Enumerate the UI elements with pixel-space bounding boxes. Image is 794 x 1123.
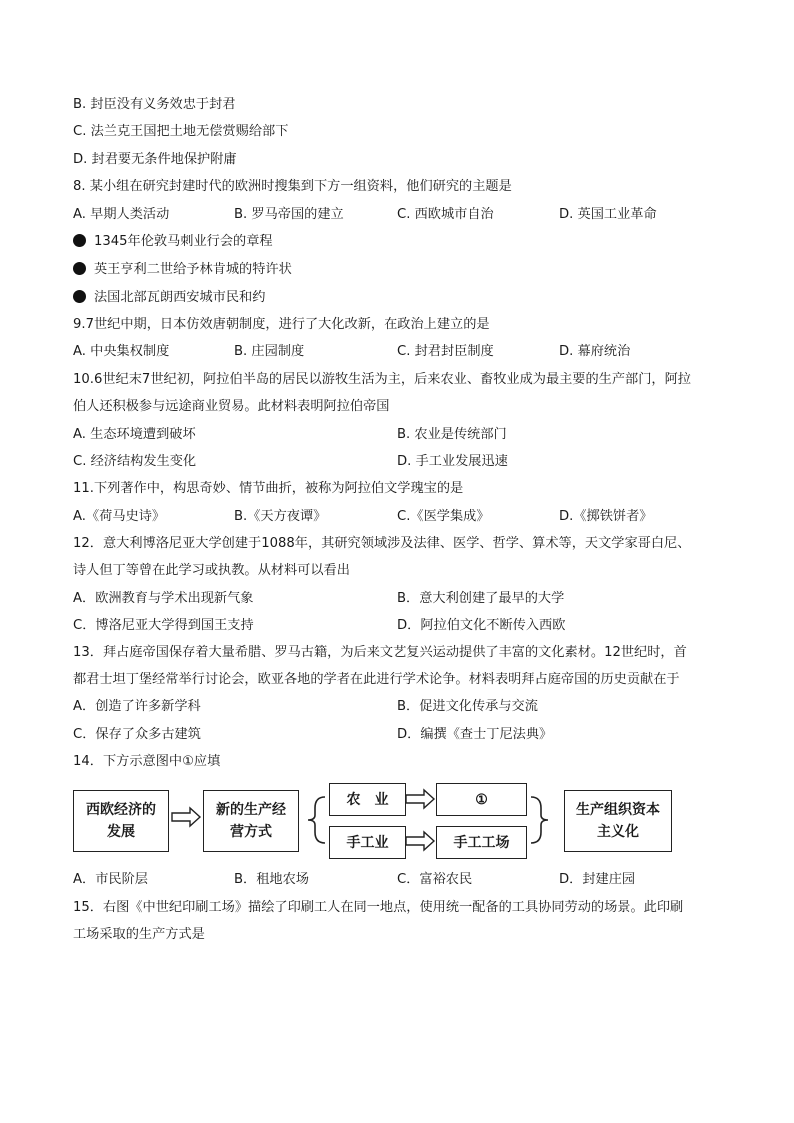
question-10-line2: 伯人还积极参与远途商业贸易。此材料表明阿拉伯帝国 [73, 399, 390, 414]
right-brace [531, 797, 548, 843]
q12-option-c[interactable]: C．博洛尼亚大学得到国王支持 [73, 618, 254, 633]
q8-option-d[interactable]: D. 英国工业革命 [559, 207, 657, 222]
question-12-line1: 12．意大利博洛尼亚大学创建于1088年，其研究领域涉及法律、医学、哲学、算术等，天文学家哥白尼、 [73, 536, 691, 551]
q9-option-b[interactable]: B. 庄园制度 [234, 344, 305, 359]
question-15-line2: 工场采取的生产方式是 [73, 927, 205, 942]
question-13-line1: 13．拜占庭帝国保存着大量希腊、罗马古籍，为后来文艺复兴运动提供了丰富的文化素材。12世纪时，首 [73, 645, 687, 660]
q12-option-d[interactable]: D．阿拉伯文化不断传入西欧 [397, 618, 566, 633]
box-label: 新的生产经营方式 [216, 802, 286, 840]
q8-option-b[interactable]: B. 罗马帝国的建立 [234, 207, 344, 222]
question-15-line1: 15．右图《中世纪印刷工场》描绘了印刷工人在同一地点，使用统一配备的工具协同劳动的场景。此印刷 [73, 900, 684, 915]
q13-option-c[interactable]: C．保存了众多古建筑 [73, 727, 201, 742]
q11-option-d[interactable]: D.《掷铁饼者》 [559, 509, 653, 524]
q8-option-a[interactable]: A. 早期人类活动 [73, 207, 170, 222]
material-text: 法国北部瓦朗西安城市民和约 [94, 290, 266, 305]
q11-option-c[interactable]: C.《医学集成》 [397, 509, 490, 524]
box-new-production [203, 790, 299, 852]
q14-option-a[interactable]: A．市民阶层 [73, 872, 148, 887]
q8-option-c[interactable]: C. 西欧城市自治 [397, 207, 494, 222]
box-blank-1 [436, 783, 527, 816]
q14-option-c[interactable]: C．富裕农民 [397, 872, 473, 887]
q14-option-b[interactable]: B．租地农场 [234, 872, 309, 887]
q13-option-b[interactable]: B．促进文化传承与交流 [397, 699, 538, 714]
question-9: 9.7世纪中期，日本仿效唐朝制度，进行了大化改新，在政治上建立的是 [73, 317, 490, 332]
question-13-line2: 都君士坦丁堡经常举行讨论会，欧亚各地的学者在此进行学术论争。材料表明拜占庭帝国的历史贡献在于 [73, 672, 680, 687]
material-text: 英王亨利二世给予林肯城的特许状 [94, 262, 292, 277]
box-label: 西欧经济的发展 [86, 802, 156, 840]
option-b-prev: B. 封臣没有义务效忠于封君 [73, 97, 236, 112]
option-d-prev: D. 封君要无条件地保护附庸 [73, 152, 237, 167]
box-label: 生产组织资本主义化 [576, 802, 660, 840]
q9-option-d[interactable]: D. 幕府统治 [559, 344, 631, 359]
q13-option-a[interactable]: A．创造了许多新学科 [73, 699, 201, 714]
hollow-arrow-icon [172, 808, 200, 826]
q9-option-a[interactable]: A. 中央集权制度 [73, 344, 170, 359]
box-western-economy [73, 790, 169, 852]
q12-option-a[interactable]: A．欧洲教育与学术出现新气象 [73, 591, 254, 606]
q10-option-a[interactable]: A. 生态环境遭到破坏 [73, 427, 196, 442]
hollow-arrow-icon [406, 832, 434, 850]
option-c-prev: C. 法兰克王国把土地无偿赏赐给部下 [73, 124, 289, 139]
q9-option-c[interactable]: C. 封君封臣制度 [397, 344, 494, 359]
q14-option-d[interactable]: D．封建庄园 [559, 872, 636, 887]
material-text: 1345年伦敦马刺业行会的章程 [94, 234, 273, 249]
q12-option-b[interactable]: B．意大利创建了最早的大学 [397, 591, 565, 606]
q10-option-d[interactable]: D. 手工业发展迅速 [397, 454, 508, 469]
q10-option-c[interactable]: C. 经济结构发生变化 [73, 454, 197, 469]
box-workshop [436, 826, 527, 859]
box-label: 手工业 [346, 834, 389, 851]
q11-option-a[interactable]: A.《荷马史诗》 [73, 509, 166, 524]
question-12-line2: 诗人但丁等曾在此学习或执教。从材料可以看出 [73, 563, 350, 578]
box-label: 手工工场 [453, 834, 510, 851]
question-8: 8. 某小组在研究封建时代的欧洲时搜集到下方一组资料，他们研究的主题是 [73, 179, 512, 194]
question-14: 14．下方示意图中①应填 [73, 754, 221, 769]
question-10-line1: 10.6世纪末7世纪初，阿拉伯半岛的居民以游牧生活为主，后来农业、畜牧业成为最主要的生产部门，阿拉 [73, 372, 691, 387]
q13-option-d[interactable]: D．编撰《查士丁尼法典》 [397, 727, 553, 742]
hollow-arrow-icon [406, 790, 434, 808]
left-brace [308, 797, 325, 843]
question-11: 11.下列著作中，构思奇妙、情节曲折，被称为阿拉伯文学瑰宝的是 [73, 481, 464, 496]
q11-option-b[interactable]: B.《天方夜谭》 [234, 509, 327, 524]
box-capitalism [564, 790, 672, 852]
box-handicraft [329, 826, 406, 859]
box-agriculture [329, 783, 406, 816]
q10-option-b[interactable]: B. 农业是传统部门 [397, 427, 507, 442]
box-label: ① [475, 791, 488, 808]
box-label: 农 业 [346, 791, 389, 808]
